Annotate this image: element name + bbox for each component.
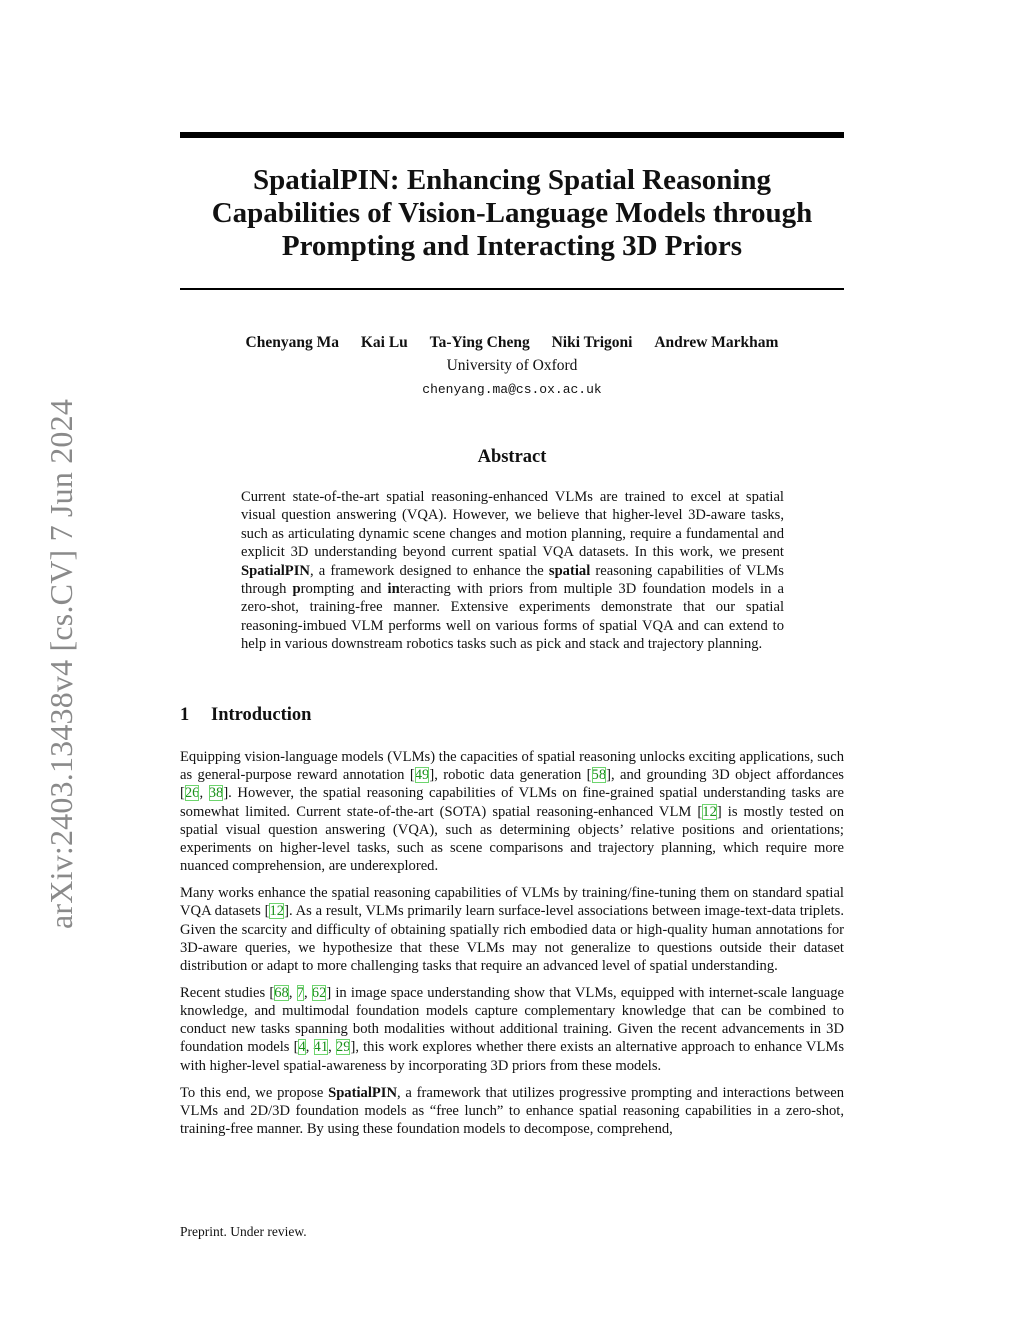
affiliation: University of Oxford: [446, 357, 578, 374]
author: Kai Lu: [360, 334, 408, 351]
citation-link[interactable]: 12: [269, 903, 285, 920]
citation-link[interactable]: 49: [414, 767, 430, 784]
author-list: [180, 334, 844, 352]
paragraph: To this end, we propose SpatialPIN, a framework that utilizes progressive prompting and interactions between VLMs and 2D/3D foundation models as “free lunch” to enhance spatial reasoning capabilities in a zero-shot, training-free manner. By using these foundation models to decompose, comprehend,: [180, 1084, 844, 1137]
author: Andrew Markham: [654, 334, 779, 351]
abstract-heading: Abstract: [477, 447, 547, 467]
introduction-body: [180, 748, 844, 1147]
citation-link[interactable]: 62: [311, 984, 327, 1001]
citation-link[interactable]: 38: [208, 785, 224, 802]
author: Ta-Ying Cheng: [429, 334, 530, 351]
title-top-rule: [180, 132, 844, 138]
section-heading-introduction: 1 Introduction: [180, 705, 312, 725]
author-email[interactable]: chenyang.ma@cs.ox.ac.uk: [422, 382, 602, 397]
citation-link[interactable]: 7: [296, 984, 304, 1001]
title-bottom-rule: [180, 288, 844, 290]
author: Chenyang Ma: [245, 334, 339, 351]
citation-link[interactable]: 26: [184, 785, 200, 802]
author: Niki Trigoni: [551, 334, 633, 351]
citation-link[interactable]: 29: [335, 1039, 351, 1056]
citation-link[interactable]: 41: [313, 1039, 329, 1056]
abstract-body: Current state-of-the-art spatial reasoning-enhanced VLMs are trained to excel at spatial visual question answering (VQA). However, we believe that higher-level 3D-aware tasks, such as articulating dynamic scene changes and motion planning, require a fundamental and explicit 3D understanding beyond current spatial VQA datasets. In this work, we present SpatialPIN, a framework designed to enhance the spatial reasoning capabilities of VLMs through prompting and interacting with priors from multiple 3D foundation models in a zero-shot, training-free manner. Extensive experiments demonstrate that our spatial reasoning-imbued VLM performs well on various forms of spatial VQA and can extend to help in various downstream robotics tasks such as pick and stack and trajectory planning.: [241, 489, 784, 653]
citation-link[interactable]: 4: [298, 1039, 306, 1056]
arxiv-stamp: arXiv:2403.13438v4 [cs.CV] 7 Jun 2024: [43, 398, 79, 929]
citation-link[interactable]: 58: [591, 767, 607, 784]
citation-link[interactable]: 68: [274, 984, 289, 1001]
paragraph: Equipping vision-language models (VLMs) the capacities of spatial reasoning unlocks exciting applications, such as general-purpose reward annotation [49], robotic data generation [58], and grounding 3D object affordances [26, 38]. However, the spatial reasoning capabilities of VLMs on fine-grained spatial understanding tasks are somewhat limited. Current state-of-the-art (SOTA) spatial reasoning-enhanced VLM [12] is mostly tested on spatial visual question answering (VQA), such as determining objects’ relative positions and orientations; experiments on higher-level tasks, such as scene comparisons and trajectory planning, which require more nuanced comprehension, are underexplored.: [180, 749, 844, 875]
footer-note: Preprint. Under review.: [180, 1224, 307, 1239]
paragraph: Recent studies [68, 7, 62] in image space understanding show that VLMs, equipped with internet-scale language knowledge, and multimodal foundation models capture complementary knowledge that can be combined to conduct new tasks spanning both modalities without additional training. Given the recent advancements in 3D foundation models [4, 41, 29], this work explores whether there exists an alternative approach to enhance VLMs with higher-level spatial-awareness by incorporating 3D priors from these models.: [180, 984, 845, 1074]
citation-link[interactable]: 12: [702, 803, 717, 820]
paragraph: Many works enhance the spatial reasoning capabilities of VLMs by training/fine-tuning them on standard spatial VQA datasets [12]. As a result, VLMs primarily learn surface-level associations between image-text-data triplets. Given the scarcity and difficulty of obtaining spatially rich embodied data or high-quality human annotations for 3D-aware queries, we hypothesize that these VLMs may not generalize to questions outside their dataset distribution or adapt to more challenging tasks that require an advanced level of spatial understanding.: [180, 885, 844, 974]
paper-title: SpatialPIN: Enhancing Spatial Reasoning Capabilities of Vision-Language Models through Prompting and Interacting 3D Priors: [211, 164, 813, 262]
